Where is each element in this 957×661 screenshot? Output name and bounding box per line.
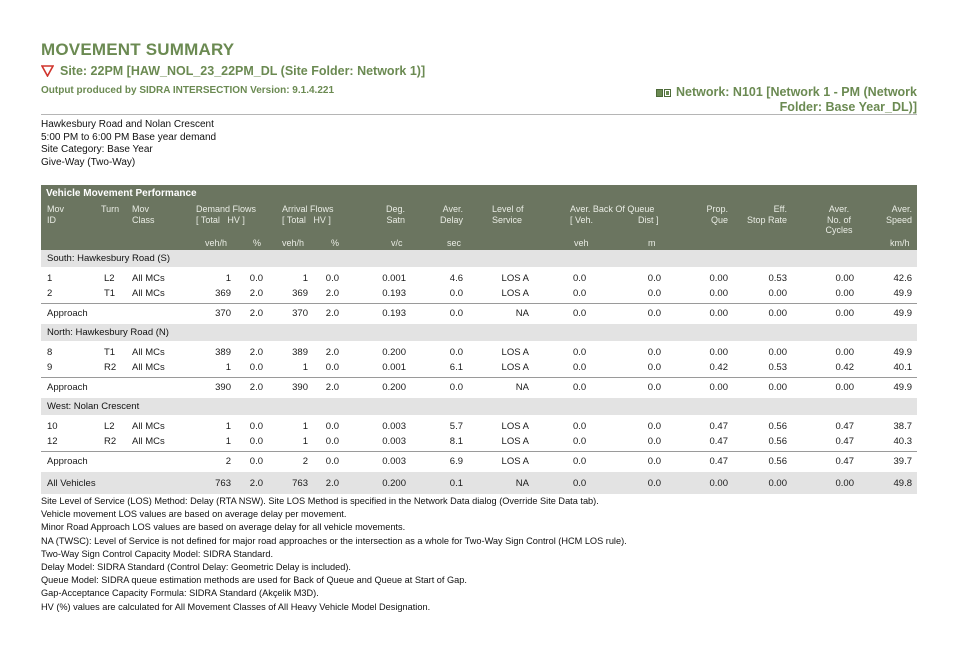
cell-veh: 0.0 [573,347,587,358]
cell-speed: 40.3 [893,436,912,447]
cell-veh: 0.0 [573,456,587,467]
cell-los: NA [515,382,529,393]
cell-atotal: 1 [302,421,308,432]
cell-deg: 0.003 [382,421,406,432]
cell-turn: L2 [104,273,115,284]
col-cycles: Aver. No. of Cycles [825,204,853,235]
cell-ahv: 0.0 [325,362,339,373]
cell-cyc: 0.00 [835,288,854,299]
cell-speed: 49.9 [893,288,912,299]
approach-total-row [41,377,917,396]
cell-deg: 0.200 [382,478,406,489]
cell-turn: T1 [104,347,116,358]
cell-atotal: 763 [292,478,308,489]
cell-los: LOS A [501,421,529,432]
cell-dhv: 2.0 [249,478,263,489]
unit-dist: m [648,238,656,248]
cell-turn: L2 [104,421,115,432]
cell-cyc: 0.00 [835,308,854,319]
unit-deg: v/c [391,238,403,248]
cell-dtotal: 1 [225,436,231,447]
cell-id: 9 [47,362,53,373]
col-aver-delay: Aver. Delay [439,204,463,225]
cell-eff: 0.00 [768,288,787,299]
cell-ahv: 0.0 [325,436,339,447]
cell-id: 1 [47,273,53,284]
cell-label: All Vehicles [47,478,96,489]
unit-demand-total: veh/h [205,238,228,248]
cell-ahv: 2.0 [325,347,339,358]
cell-deg: 0.200 [382,347,406,358]
col-los: Level of Service [492,204,524,225]
down-triangle-icon [41,65,54,77]
cell-ahv: 0.0 [325,456,339,467]
cell-prop: 0.47 [709,456,728,467]
movement-table [41,185,917,494]
cell-dhv: 2.0 [249,308,263,319]
cell-prop: 0.00 [709,347,728,358]
header-divider [41,114,917,115]
footnote-line: Delay Model: SIDRA Standard (Control Delay: Geometric Delay is included). [41,562,351,573]
cell-veh: 0.0 [573,436,587,447]
cell-dist: 0.0 [647,478,661,489]
cell-ahv: 2.0 [325,308,339,319]
cell-dhv: 0.0 [249,456,263,467]
cell-los: LOS A [501,362,529,373]
cell-dtotal: 389 [215,347,231,358]
table-title: Vehicle Movement Performance [41,185,917,202]
approach-section-header: North: Hawkesbury Road (N) [41,324,917,341]
cell-delay: 5.7 [449,421,463,432]
footnote-line: Site Level of Service (LOS) Method: Delay (RTA NSW). Site LOS Method is specified in the Network Data dialog (Override Site Data tab). [41,496,599,506]
cell-delay: 0.1 [449,478,463,489]
footnote-line: Minor Road Approach LOS values are based on average delay for all vehicle movements. [41,522,406,533]
cell-eff: 0.53 [768,362,787,373]
cell-dhv: 0.0 [249,273,263,284]
site-line [41,64,425,78]
cell-turn: R2 [104,436,117,447]
approach-total-row [41,451,917,470]
unit-arrival-hv: % [331,238,340,248]
table-row [41,345,917,360]
cell-veh: 0.0 [573,382,587,393]
cell-turn: R2 [104,362,117,373]
cell-dtotal: 370 [215,308,231,319]
cell-dist: 0.0 [647,436,661,447]
cell-turn: T1 [104,288,116,299]
cell-dtotal: 1 [225,362,231,373]
cell-dhv: 2.0 [249,288,263,299]
cell-dtotal: 1 [225,273,231,284]
cell-eff: 0.56 [768,456,787,467]
cell-prop: 0.47 [709,421,728,432]
cell-dist: 0.0 [647,382,661,393]
table-row [41,434,917,449]
cell-dtotal: 2 [225,456,231,467]
cell-atotal: 1 [302,436,308,447]
cell-cls: All MCs [132,288,165,299]
network-line-1: Network: N101 [Network 1 - PM (Network [675,85,917,99]
cell-dist: 0.0 [647,273,661,284]
cell-dtotal: 390 [215,382,231,393]
col-mov-class: Mov Class [132,204,155,225]
approach-section-header: West: Nolan Crescent [41,398,917,415]
cell-delay: 0.0 [449,347,463,358]
cell-label: Approach [47,382,88,393]
cell-deg: 0.193 [382,308,406,319]
cell-los: LOS A [501,347,529,358]
site-info [41,119,216,169]
unit-veh: veh [574,238,589,248]
cell-id: 8 [47,347,53,358]
cell-prop: 0.00 [709,288,728,299]
cell-delay: 0.0 [449,382,463,393]
cell-veh: 0.0 [573,308,587,319]
cell-dhv: 0.0 [249,421,263,432]
cell-cls: All MCs [132,362,165,373]
unit-arrival-total: veh/h [282,238,305,248]
cell-ahv: 0.0 [325,273,339,284]
all-vehicles-row [41,472,917,494]
cell-deg: 0.003 [382,436,406,447]
cell-atotal: 370 [292,308,308,319]
cell-atotal: 1 [302,362,308,373]
table-row [41,360,917,375]
cell-dhv: 2.0 [249,347,263,358]
cell-prop: 0.00 [709,478,728,489]
cell-deg: 0.193 [382,288,406,299]
cell-dtotal: 763 [215,478,231,489]
unit-demand-hv: % [253,238,262,248]
cell-delay: 0.0 [449,288,463,299]
cell-id: 10 [47,421,58,432]
cell-delay: 6.9 [449,456,463,467]
cell-cyc: 0.00 [835,273,854,284]
cell-deg: 0.001 [382,362,406,373]
cell-eff: 0.00 [768,478,787,489]
cell-cyc: 0.00 [835,382,854,393]
cell-label: Approach [47,456,88,467]
footnote-line: HV (%) values are calculated for All Movement Classes of All Heavy Vehicle Model Designation. [41,601,431,612]
col-arrival-flows: Arrival Flows [ Total HV ] [282,204,334,225]
cell-prop: 0.00 [709,308,728,319]
footnote-line: Gap-Acceptance Capacity Formula: SIDRA Standard (Akçelik M3D). [41,588,319,599]
cell-eff: 0.53 [768,273,787,284]
cell-cls: All MCs [132,421,165,432]
cell-los: LOS A [501,288,529,299]
cell-label: Approach [47,308,88,319]
footnote-line: Vehicle movement LOS values are based on average delay per movement. [41,509,347,520]
cell-atotal: 390 [292,382,308,393]
cell-speed: 42.6 [893,273,912,284]
cell-id: 2 [47,288,53,299]
cell-ahv: 0.0 [325,421,339,432]
approach-section-header: South: Hawkesbury Road (S) [41,250,917,267]
info-control: Give-Way (Two-Way) [41,156,136,168]
cell-dist: 0.0 [647,308,661,319]
cell-cyc: 0.47 [835,456,854,467]
cell-delay: 8.1 [449,436,463,447]
col-prop-que: Prop. Que [706,204,728,225]
cell-dist: 0.0 [647,362,661,373]
cell-eff: 0.00 [768,308,787,319]
network-line-2: Folder: Base Year_DL)] [779,100,917,114]
page-title: MOVEMENT SUMMARY [41,40,235,59]
col-mov-id: Mov ID [47,204,65,225]
cell-atotal: 2 [302,456,308,467]
footnote-line: NA (TWSC): Level of Service is not defined for major road approaches or the intersection as a whole for Two-Way Sign Control (HCM LOS rule). [41,535,627,546]
unit-delay: sec [447,238,462,248]
footnotes [41,495,627,614]
footnote-line: Queue Model: SIDRA queue estimation methods are used for Back of Queue and Queue at Start of Gap. [41,575,467,586]
cell-prop: 0.47 [709,436,728,447]
cell-prop: 0.00 [709,273,728,284]
cell-prop: 0.00 [709,382,728,393]
table-row [41,286,917,301]
cell-veh: 0.0 [573,288,587,299]
cell-dist: 0.0 [647,421,661,432]
cell-deg: 0.001 [382,273,406,284]
col-back-of-queue: Aver. Back Of Queue [ Veh. Dist ] [570,204,659,225]
cell-los: NA [515,478,529,489]
table-body [41,250,917,494]
cell-veh: 0.0 [573,478,587,489]
cell-dtotal: 369 [215,288,231,299]
cell-los: NA [515,308,529,319]
cell-delay: 6.1 [449,362,463,373]
cell-speed: 49.9 [893,308,912,319]
cell-cls: All MCs [132,436,165,447]
info-period: 5:00 PM to 6:00 PM Base year demand [41,131,217,143]
cell-atotal: 369 [292,288,308,299]
cell-speed: 40.1 [893,362,912,373]
output-info: Output produced by SIDRA INTERSECTION Version: 9.1.4.221 [41,85,335,96]
cell-eff: 0.00 [768,382,787,393]
cell-eff: 0.00 [768,347,787,358]
col-aver-speed: Aver. Speed [885,204,912,225]
cell-speed: 39.7 [893,456,912,467]
info-category: Site Category: Base Year [41,144,153,155]
cell-delay: 4.6 [449,273,463,284]
cell-eff: 0.56 [768,436,787,447]
cell-dtotal: 1 [225,421,231,432]
site-name: Site: 22PM [HAW_NOL_23_22PM_DL (Site Folder: Network 1)] [60,64,426,78]
cell-veh: 0.0 [573,273,587,284]
cell-veh: 0.0 [573,421,587,432]
cell-deg: 0.003 [382,456,406,467]
network-label [617,85,917,115]
cell-dist: 0.0 [647,456,661,467]
network-icon [656,89,671,97]
cell-atotal: 1 [302,273,308,284]
cell-veh: 0.0 [573,362,587,373]
cell-dhv: 0.0 [249,436,263,447]
info-location: Hawkesbury Road and Nolan Crescent [41,119,214,130]
cell-ahv: 2.0 [325,288,339,299]
cell-speed: 49.9 [893,382,912,393]
cell-speed: 38.7 [893,421,912,432]
cell-cyc: 0.42 [835,362,854,373]
table-row [41,419,917,434]
cell-cls: All MCs [132,347,165,358]
cell-prop: 0.42 [709,362,728,373]
cell-id: 12 [47,436,58,447]
col-eff-stop-rate: Eff. Stop Rate [746,204,787,225]
cell-cyc: 0.00 [835,478,854,489]
cell-cyc: 0.00 [835,347,854,358]
col-deg-satn: Deg. Satn [385,204,405,225]
col-demand-flows: Demand Flows [ Total HV ] [196,204,257,225]
cell-delay: 0.0 [449,308,463,319]
cell-speed: 49.8 [893,478,912,489]
cell-dhv: 0.0 [249,362,263,373]
cell-atotal: 389 [292,347,308,358]
cell-dhv: 2.0 [249,382,263,393]
cell-eff: 0.56 [768,421,787,432]
cell-cyc: 0.47 [835,436,854,447]
cell-ahv: 2.0 [325,478,339,489]
col-turn: Turn [101,204,120,214]
cell-los: LOS A [501,273,529,284]
cell-speed: 49.9 [893,347,912,358]
table-row [41,271,917,286]
cell-ahv: 2.0 [325,382,339,393]
cell-dist: 0.0 [647,347,661,358]
cell-dist: 0.0 [647,288,661,299]
cell-los: LOS A [501,456,529,467]
cell-cls: All MCs [132,273,165,284]
approach-total-row [41,303,917,322]
cell-deg: 0.200 [382,382,406,393]
unit-speed: km/h [890,238,910,248]
cell-los: LOS A [501,436,529,447]
footnote-line: Two-Way Sign Control Capacity Model: SIDRA Standard. [41,548,273,559]
table-header [41,202,917,250]
cell-cyc: 0.47 [835,421,854,432]
